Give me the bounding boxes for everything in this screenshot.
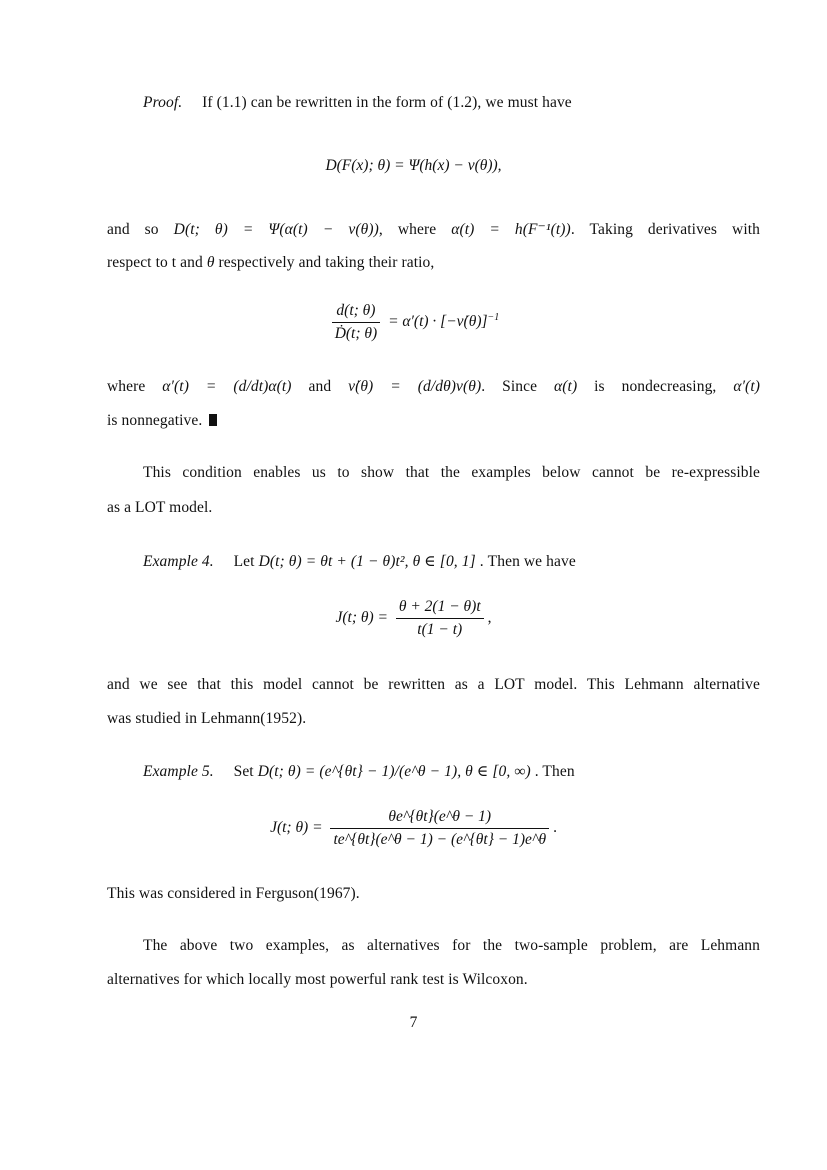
math-inline: D(t; θ) = θt + (1 − θ)t², θ ∈ [0, 1]: [258, 553, 476, 570]
fraction: [396, 598, 484, 639]
equation-rhs: = α′(t) · [−ν̇(θ)]: [388, 313, 488, 331]
math-inline: α(t) = h(F⁻¹(t)): [451, 221, 571, 238]
text-run: Set: [233, 763, 254, 780]
fraction: [332, 302, 380, 343]
superscript: −1: [487, 311, 500, 323]
math-inline: α′(t) = (d/dt)α(t): [162, 378, 292, 395]
fraction-denominator: t(1 − t): [417, 621, 463, 638]
qed-square-icon: [209, 414, 217, 426]
text-run: . Then: [534, 763, 575, 780]
paragraph-2-line-2: [107, 412, 217, 430]
text-run: and so: [107, 221, 159, 238]
fraction-numerator: θ + 2(1 − θ)t: [396, 598, 484, 619]
fraction-denominator: Ḋ(t; θ): [334, 325, 378, 342]
text-run: is nonnegative.: [107, 412, 203, 429]
paragraph-5: This was considered in Ferguson(1967).: [107, 885, 360, 902]
equation-4: [0, 808, 827, 849]
equation-punctuation: .: [553, 819, 557, 837]
fraction-numerator: d(t; θ): [332, 302, 380, 323]
paragraph-3-line-1: This condition enables us to show that the examples below cannot be re-expressible: [143, 464, 760, 481]
math-inline: α(t): [554, 378, 578, 395]
example-4-line: [143, 552, 576, 571]
equation-punctuation: ,: [487, 609, 492, 627]
text-run: Let: [233, 553, 255, 570]
paragraph-4-line-1: and we see that this model cannot be rewritten as a LOT model. This Lehmann alternative: [107, 676, 760, 693]
proof-line: [143, 94, 572, 112]
math-inline: α′(t): [733, 378, 760, 395]
paragraph-4-line-2: was studied in Lehmann(1952).: [107, 710, 307, 727]
text-run: respectively and taking their ratio,: [218, 254, 435, 271]
fraction: [330, 808, 549, 849]
paragraph-2-line-1: [107, 378, 760, 396]
paragraph-6-line-1: The above two examples, as alternatives for the two-sample problem, are Lehmann: [143, 937, 760, 954]
page-number: 7: [409, 1014, 418, 1031]
text-run: . Taking derivatives with: [570, 221, 760, 238]
text-run: , where: [378, 221, 437, 238]
text-run: . Since: [481, 378, 538, 395]
text-run: is nondecreasing,: [594, 378, 717, 395]
math-inline: D(t; θ) = Ψ(α(t) − ν(θ)): [173, 221, 379, 238]
math-inline: θ: [206, 254, 215, 271]
math-inline: ν̇(θ) = (d/dθ)ν(θ): [348, 378, 482, 395]
example-5-label: Example 5.: [143, 763, 214, 780]
paragraph-6-line-2: alternatives for which locally most powerful rank test is Wilcoxon.: [107, 971, 528, 988]
equation-1: D(F(x); θ) = Ψ(h(x) − ν(θ)),: [325, 157, 502, 174]
proof-label: Proof.: [143, 94, 183, 111]
proof-text: If (1.1) can be rewritten in the form of (1.2), we must have: [202, 94, 572, 111]
paragraph-3-line-2: as a LOT model.: [107, 499, 213, 516]
text-run: and: [308, 378, 332, 395]
paragraph-1-line-2: [107, 254, 434, 272]
math-inline: D(t; θ) = (e^{θt} − 1)/(e^θ − 1), θ ∈ [0, ∞): [257, 763, 531, 780]
text-run: respect to t and: [107, 254, 203, 271]
example-4-label: Example 4.: [143, 553, 214, 570]
equation-3: [0, 598, 827, 639]
text-run: where: [107, 378, 146, 395]
equation-2: [0, 302, 827, 343]
equation-lhs: J(t; θ) =: [270, 819, 323, 837]
example-5-line: [143, 762, 575, 781]
paragraph-1-line-1: [107, 220, 760, 239]
fraction-numerator: θe^{θt}(e^θ − 1): [330, 808, 549, 829]
fraction-denominator: te^{θt}(e^θ − 1) − (e^{θt} − 1)e^θ: [333, 831, 547, 848]
text-run: . Then we have: [479, 553, 576, 570]
equation-lhs: J(t; θ) =: [335, 609, 388, 627]
